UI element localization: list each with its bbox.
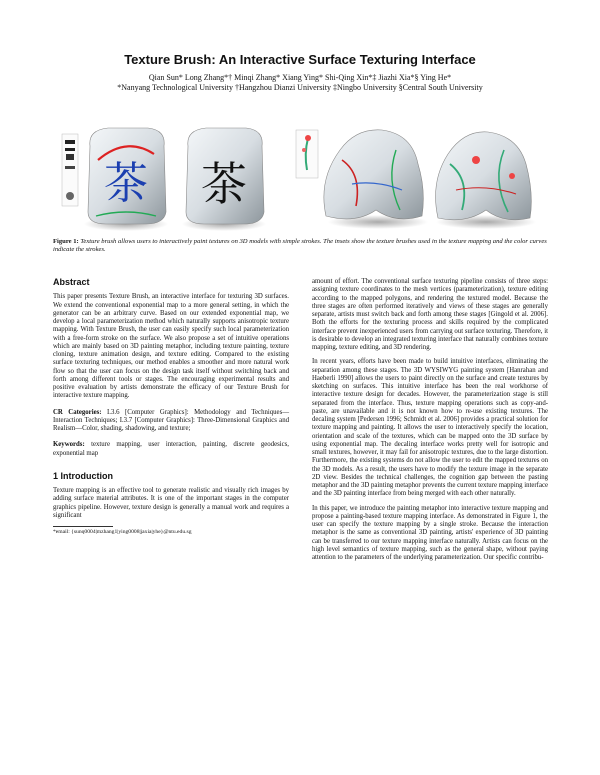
affiliations-line: *Nanyang Technological University †Hangzhou Dianzi University ‡Ningbo University §Central South University — [117, 83, 483, 92]
email-footnote: *email: {sunq0004|mzhang1|ying0008|jaxia|yhe}@ntu.edu.sg — [53, 529, 192, 535]
abstract-text: This paper presents Texture Brush, an interactive interface for texturing 3D surfaces. We extend the conventional exponential map to a more general setting, in which the generator can be an arbitrary curve. Based on our extended exponential map, we develop a local parameterization method which naturally supports anisotropic texture mapping. With Texture Brush, the user can easily specify such local parameterization with a free-form stroke on the surface. We also propose a set of intuitive operations which are mainly based on 3D painting metaphor, including texture painting, texture cloning, texture animation design, and texture editing. Compared to the existing surface texturing techniques, our method enables a smoother and more natural work flow so that the user can focus on the design task itself without switching back and forth among different tools or stages. The encouraging experimental results and positive evaluation by artists demonstrate the efficacy of our Texture Brush for interactive texture mapping. — [53, 293, 289, 400]
glyph-blue: 茶 — [104, 158, 148, 209]
keywords — [53, 441, 289, 458]
textured-model-3 — [324, 130, 428, 229]
keywords-label: Keywords: — [53, 441, 85, 449]
right-paragraph-3: In this paper, we introduce the painting metaphor into interactive texture mapping and propose a painting-based texture mapping interface. As demonstrated in Figure 1, the user can specify the texture mapping by a single stroke. Because the interaction metaphor is the same as conventional 3D painting, artists' experience of 3D painting can be transferred to our texture mapping interface naturally. Artists can focus on the high level semantics of texture mapping, such as the general shape, without paying attention to the parameters of the underlying parameterization. Our specific contribu- — [312, 504, 548, 561]
textured-model-2 — [182, 128, 266, 231]
footnote-rule — [53, 526, 113, 527]
glyph-black: 茶 — [201, 157, 247, 211]
figure-1-caption — [53, 238, 547, 254]
brush-inset-1 — [62, 134, 78, 206]
keywords-text: texture mapping, user interaction, painting, discrete geodesics, exponential map — [53, 441, 289, 457]
brush-inset-2 — [296, 130, 318, 178]
cr-categories — [53, 409, 289, 434]
textured-model-1 — [84, 128, 168, 231]
right-paragraph-1: amount of effort. The conventional surface texturing pipeline consists of three steps: assigning texture coordinates to the mesh vertices (parameterization), texture editing according to the mapped polygons, and rendering the textured model. Because the three stages are often performed iteratively and views of these stages are generally separate, artists must switch back and forth among these stages [Gingold et al. 2006]. Both the efforts for the texturing process and skills required by the complicated interface prevent inexperienced users from carrying out surface texturing. Therefore, it is desirable to develop an integrated texturing interface that naturally combines texture mapping, texture editing, and 3D rendering. — [312, 278, 548, 351]
right-column — [312, 278, 548, 568]
right-paragraph-2: In recent years, efforts have been made to build intuitive interfaces, eliminating the separation among these stages. The 3D WYSIWYG painting system [Hanrahan and Haeberli 1990] allows the users to paint directly on the surface and create textures by sketching on surfaces. This intuitive interface has been the real workhorse of interactive texture design for decades. However, the parameterization stage is still separated from the interface. Thus, texture mapping operations such as copy-and-paste, are unavailable and it is not known how to re-use existing textures. The decaling system [Pedersen 1996; Schmidt et al. 2006] provides a practical solution for texture mapping and painting. It allows the user to interactively specify the location, orientation and scale of the textures, which can be mapped onto the 3D surface by using exponential map. The decaling interface works pretty well for isotropic and small textures, however, it may fail for anisotropic textures, due to the large distortion. Furthermore, the existing systems do not allow the user to edit the mapped textures on the 3D models. As a result, the users have to modify the texture image in the separate 2D view. Besides the technical challenges, the cognition gap between the pasting metaphor and the 3D painting metaphor prevents the current texture mapping interface and the 3D painting interface from being merged with each other naturally. — [312, 358, 548, 498]
figure-caption-text: Texture brush allows users to interactively paint textures on 3D models with simple strokes. The insets show the texture brushes used in the texture mapping and the color curves indicate the strokes. — [53, 238, 547, 254]
cr-label: CR Categories: — [53, 408, 102, 416]
left-column — [53, 278, 289, 536]
authors-line: Qian Sun* Long Zhang*† Minqi Zhang* Xiang Ying* Shi-Qing Xin*‡ Jiazhi Xia*§ Ying He* — [148, 73, 452, 82]
paper-title: Texture Brush: An Interactive Surface Texturing Interface — [124, 52, 476, 67]
intro-heading: 1 Introduction — [53, 470, 113, 481]
cr-text: I.3.6 [Computer Graphics]: Methodology and Techniques—Interaction Techniques; I.3.7 [Computer Graphics]: Three-Dimensional Graphics and Realism—Color, shading, shadowing, and texture; — [53, 408, 290, 432]
abstract-heading: Abstract — [53, 277, 90, 287]
figure-1-illustration — [56, 120, 546, 232]
figure-label: Figure 1: — [53, 238, 79, 245]
author-block — [0, 73, 600, 93]
textured-model-4 — [436, 132, 536, 229]
intro-text: Texture mapping is an effective tool to generate realistic and visually rich images by adding surface material attributes. It is one of the important stages in the computer graphics pipeline. However, texture design is generally a manual work and requires a significant — [53, 487, 289, 519]
